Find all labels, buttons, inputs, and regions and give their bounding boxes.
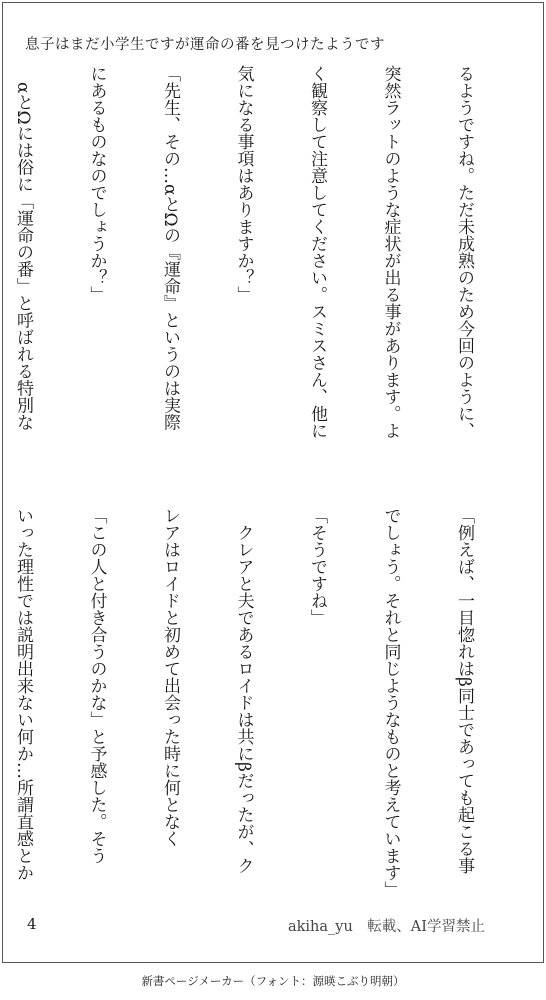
text-line: でしょう。それと同じようなものと考えています」 <box>380 507 401 898</box>
body-text-upper <box>0 65 525 439</box>
text-line: いった理性では説明出来ない何か…所謂直感とか <box>13 507 33 881</box>
body-text-lower <box>0 507 525 898</box>
text-line: αとΩには俗に「運命の番」と呼ばれる特別な <box>13 65 33 431</box>
text-line: 「この人と付き合うのかな」と予感した。そう <box>86 507 107 864</box>
text-line: レアはロイドと初めて出会った時に何となく <box>160 507 180 847</box>
text-line: にあるものなのでしょうか？」 <box>86 65 107 303</box>
text-line: 「例えば、一目惚れはβ同士であっても起こる事 <box>454 507 474 874</box>
maker-caption: 新書ページメーカー（フォント：源暎こぶり明朝） <box>141 974 405 988</box>
running-title: 息子はまだ小学生ですが運命の番を見つけたようです <box>25 37 385 53</box>
text-line: 「そうですね」 <box>307 507 327 626</box>
text-line: 気になる事項はありますか？」 <box>233 65 254 303</box>
text-line: く観察して注意してください。スミスさん、他に <box>307 65 327 439</box>
text-line: 突然ラットのような症状が出る事があります。よ <box>380 65 401 439</box>
author-notice: akiha_yu 転載、AI学習禁止 <box>287 919 485 935</box>
text-line: クレアと夫であるロイドは共にβだったが、ク <box>233 507 254 874</box>
page-number: 4 <box>27 915 37 933</box>
text-line: 「先生、その…αとΩの『運命』というのは実際 <box>160 65 180 431</box>
text-line: るようですね。ただ未成熟のため今回のように、 <box>454 65 474 439</box>
book-page <box>2 2 544 963</box>
